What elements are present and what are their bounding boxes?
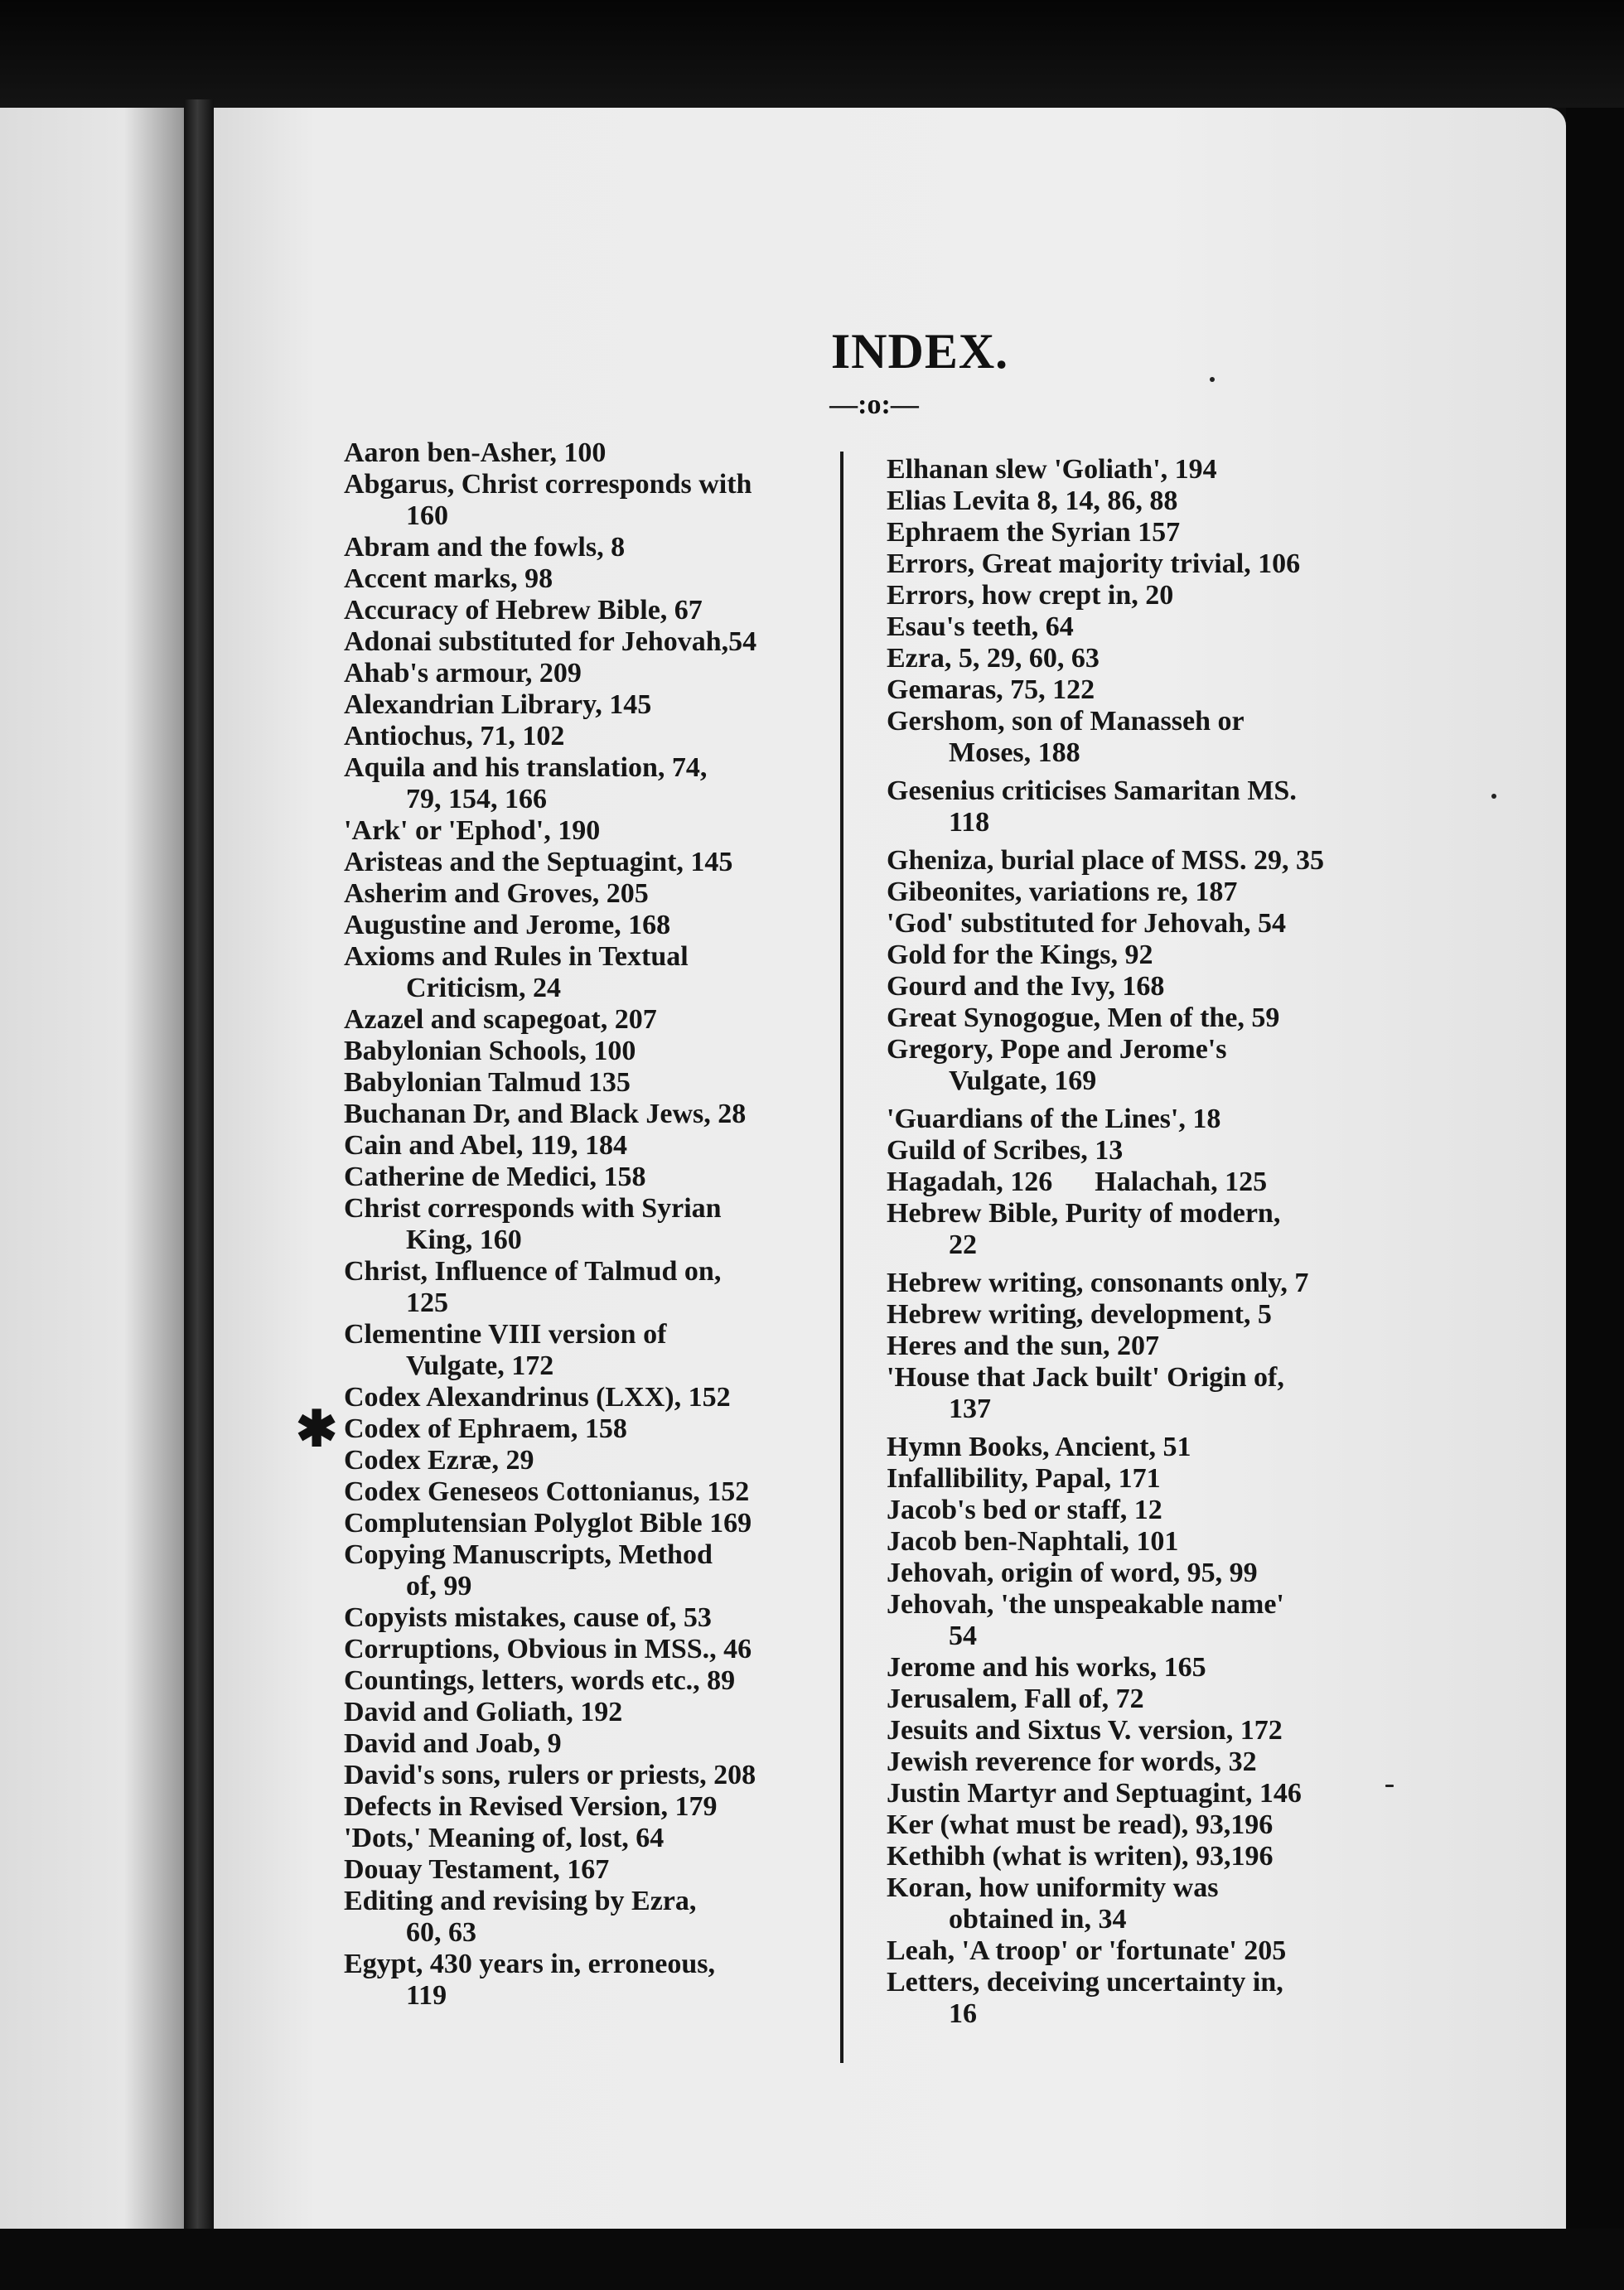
index-entry: Jacob's bed or staff, 12 [887, 1495, 1162, 1525]
index-entry-continuation: King, 160 [406, 1225, 522, 1255]
index-entry: 'House that Jack built' Origin of, [887, 1362, 1284, 1393]
index-entry: Jerome and his works, 165 [887, 1652, 1206, 1683]
index-left-column [344, 437, 841, 2012]
index-entry: Augustine and Jerome, 168 [344, 910, 671, 940]
index-entry: Gershom, son of Manasseh or [887, 706, 1245, 737]
index-entry: Jehovah, 'the unspeakable name' [887, 1589, 1284, 1620]
index-entry: 'God' substituted for Jehovah, 54 [887, 908, 1287, 939]
index-entry: Heres and the sun, 207 [887, 1331, 1160, 1361]
index-entry: Leah, 'A troop' or 'fortunate' 205 [887, 1935, 1287, 1966]
index-entry: Errors, how crept in, 20 [887, 580, 1174, 611]
index-entry-continuation: 119 [406, 1980, 447, 2011]
index-entry-continuation: obtained in, 34 [949, 1904, 1127, 1935]
index-entry: Countings, letters, words etc., 89 [344, 1665, 736, 1696]
index-entry: Christ corresponds with Syrian [344, 1193, 722, 1224]
index-entry: Egypt, 430 years in, erroneous, [344, 1949, 715, 1979]
index-entry: Hebrew writing, development, 5 [887, 1299, 1272, 1330]
dust-speck [1491, 794, 1496, 799]
index-entry: Gemaras, 75, 122 [887, 674, 1095, 705]
index-entry: Azazel and scapegoat, 207 [344, 1004, 657, 1035]
index-entry-continuation: Vulgate, 172 [406, 1350, 554, 1381]
index-entry: Editing and revising by Ezra, [344, 1886, 697, 1916]
index-entry: Abgarus, Christ corresponds with [344, 469, 752, 500]
index-entry: Accuracy of Hebrew Bible, 67 [344, 595, 703, 626]
index-entry: Codex Geneseos Cottonianus, 152 [344, 1476, 750, 1507]
index-entry: Catherine de Medici, 158 [344, 1162, 646, 1192]
index-entry: Axioms and Rules in Textual [344, 941, 689, 972]
index-entry: Hebrew writing, consonants only, 7 [887, 1268, 1309, 1298]
index-entry-continuation: Criticism, 24 [406, 973, 561, 1003]
index-entry: Christ, Influence of Talmud on, [344, 1256, 722, 1287]
index-entry: 'Dots,' Meaning of, lost, 64 [344, 1823, 665, 1853]
index-entry: Ephraem the Syrian 157 [887, 517, 1181, 548]
index-right-column [887, 454, 1433, 2030]
index-entry: Asherim and Groves, 205 [344, 878, 649, 909]
index-entry: Ahab's armour, 209 [344, 658, 582, 688]
scan-top-edge [0, 0, 1624, 108]
index-entry: Jehovah, origin of word, 95, 99 [887, 1558, 1258, 1588]
index-entry: Elhanan slew 'Goliath', 194 [887, 454, 1217, 485]
index-entry: Hebrew Bible, Purity of modern, [887, 1198, 1281, 1229]
index-entry-continuation: 118 [949, 807, 990, 838]
index-entry: Aristeas and the Septuagint, 145 [344, 847, 733, 877]
book-spine [184, 99, 214, 2254]
index-entry-continuation: 137 [949, 1394, 991, 1424]
index-entry: Antiochus, 71, 102 [344, 721, 565, 751]
index-entry: Babylonian Schools, 100 [344, 1036, 636, 1066]
index-entry: Great Synogogue, Men of the, 59 [887, 1002, 1280, 1033]
index-entry: Gheniza, burial place of MSS. 29, 35 [887, 845, 1324, 876]
index-entry: Letters, deceiving uncertainty in, [887, 1967, 1283, 1998]
index-entry: Hymn Books, Ancient, 51 [887, 1432, 1191, 1462]
index-entry: Jesuits and Sixtus V. version, 172 [887, 1715, 1283, 1746]
index-entry: Cain and Abel, 119, 184 [344, 1130, 627, 1161]
index-entry: 'Ark' or 'Ephod', 190 [344, 815, 601, 846]
heading-ornament: —:o:— [829, 389, 919, 420]
index-entry-continuation: 160 [406, 500, 448, 531]
index-entry-continuation: 60, 63 [406, 1917, 476, 1948]
index-entry: Aquila and his translation, 74, [344, 752, 708, 783]
index-entry: Codex of Ephraem, 158 [344, 1413, 627, 1444]
index-entry: Gourd and the Ivy, 168 [887, 971, 1165, 1002]
index-entry: Adonai substituted for Jehovah,54 [344, 626, 757, 657]
index-entry: Koran, how uniformity was [887, 1872, 1219, 1903]
index-entry: Douay Testament, 167 [344, 1854, 610, 1885]
index-entry-continuation: 125 [406, 1288, 448, 1318]
index-entry: Hagadah, 126 Halachah, 125 [887, 1167, 1268, 1197]
index-entry: Alexandrian Library, 145 [344, 689, 652, 720]
asterisk-mark-icon: ✱ [296, 1402, 338, 1457]
index-entry: Infallibility, Papal, 171 [887, 1463, 1161, 1494]
index-entry: Copyists mistakes, cause of, 53 [344, 1602, 712, 1633]
index-entry: Jacob ben-Naphtali, 101 [887, 1526, 1179, 1557]
index-entry: Elias Levita 8, 14, 86, 88 [887, 486, 1178, 516]
scan-bottom-edge [0, 2229, 1624, 2290]
index-entry: David and Goliath, 192 [344, 1697, 623, 1727]
index-entry: Copying Manuscripts, Method [344, 1539, 713, 1570]
index-entry-continuation: 54 [949, 1621, 977, 1651]
index-entry: Babylonian Talmud 135 [344, 1067, 631, 1098]
dust-speck [1210, 377, 1215, 382]
index-entry-continuation: Vulgate, 169 [949, 1065, 1097, 1096]
index-entry: Guild of Scribes, 13 [887, 1135, 1124, 1166]
index-entry: Buchanan Dr, and Black Jews, 28 [344, 1099, 747, 1129]
index-entry-continuation: Moses, 188 [949, 737, 1080, 768]
index-entry: Aaron ben-Asher, 100 [344, 437, 607, 468]
index-entry: Codex Alexandrinus (LXX), 152 [344, 1382, 731, 1413]
index-entry: Justin Martyr and Septuagint, 146 [887, 1778, 1302, 1809]
index-entry: Ker (what must be read), 93,196 [887, 1809, 1274, 1840]
page-right-shadow [1566, 108, 1624, 2290]
index-entry: Complutensian Polyglot Bible 169 [344, 1508, 752, 1539]
index-entry: Abram and the fowls, 8 [344, 532, 626, 563]
index-entry: Defects in Revised Version, 179 [344, 1791, 718, 1822]
index-entry: Gibeonites, variations re, 187 [887, 877, 1238, 907]
index-heading: INDEX. [830, 324, 1009, 379]
index-entry-continuation: 16 [949, 1998, 977, 2029]
index-entry: Errors, Great majority trivial, 106 [887, 548, 1301, 579]
index-entry: Esau's teeth, 64 [887, 611, 1074, 642]
index-entry: Jerusalem, Fall of, 72 [887, 1684, 1144, 1714]
index-entry: Gold for the Kings, 92 [887, 940, 1153, 970]
index-entry: Clementine VIII version of [344, 1319, 667, 1350]
index-entry: Codex Ezræ, 29 [344, 1445, 534, 1476]
index-entry-continuation: 79, 154, 166 [406, 784, 547, 814]
index-entry: David's sons, rulers or priests, 208 [344, 1760, 756, 1790]
index-entry: David and Joab, 9 [344, 1728, 562, 1759]
index-entry: Corruptions, Obvious in MSS., 46 [344, 1634, 752, 1664]
index-entry-continuation: of, 99 [406, 1571, 472, 1602]
facing-page-edge [0, 108, 207, 2229]
index-entry: Ezra, 5, 29, 60, 63 [887, 643, 1100, 674]
index-entry: Accent marks, 98 [344, 563, 553, 594]
index-entry: Jewish reverence for words, 32 [887, 1746, 1257, 1777]
index-entry: Gregory, Pope and Jerome's [887, 1034, 1227, 1065]
index-entry: Gesenius criticises Samaritan MS. [887, 775, 1297, 806]
index-entry: Kethibh (what is writen), 93,196 [887, 1841, 1274, 1872]
index-entry-continuation: 22 [949, 1230, 977, 1260]
index-entry: 'Guardians of the Lines', 18 [887, 1104, 1221, 1134]
